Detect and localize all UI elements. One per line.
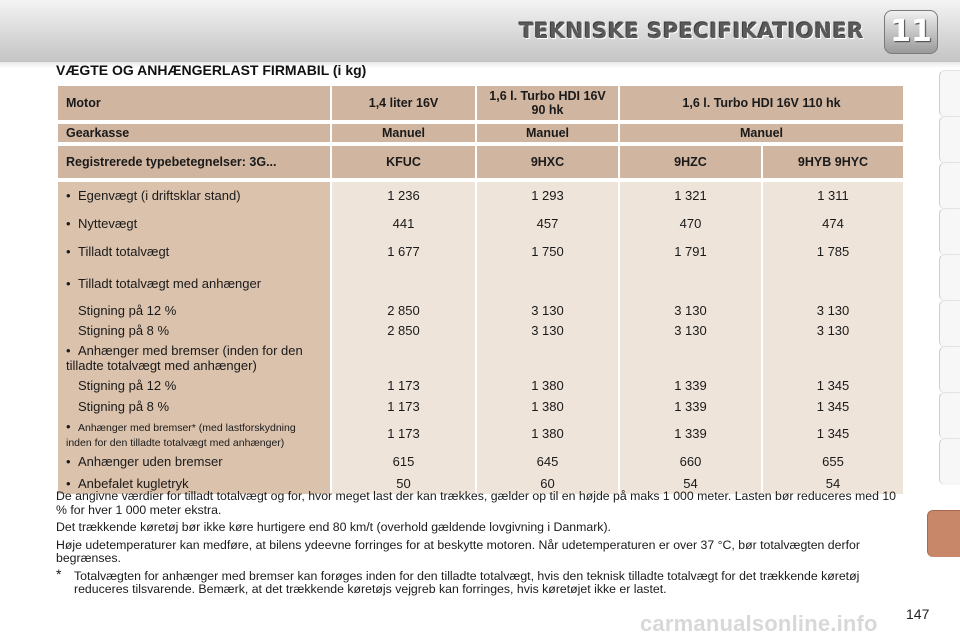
chapter-title: TEKNISKE SPECIFIKATIONER <box>519 19 864 43</box>
row-label <box>58 265 330 301</box>
row-value: 1 345 <box>763 396 903 417</box>
side-tab[interactable] <box>939 208 960 255</box>
row-label <box>58 396 330 417</box>
row-label <box>58 341 330 375</box>
table-row <box>58 301 903 319</box>
row-label-text: Stigning på 12 % <box>78 378 177 393</box>
side-tab-active[interactable] <box>927 510 960 557</box>
row-value <box>477 265 618 301</box>
row-value: 1 345 <box>763 417 903 450</box>
row-label-text: Anhænger med bremser (inden for den tilladte totalvægt med anhænger) <box>66 343 303 373</box>
row-value: 1 677 <box>332 237 475 265</box>
table-row <box>58 450 903 472</box>
row-value: 3 130 <box>620 319 761 341</box>
bullet-mark: • <box>66 243 71 259</box>
row-value: 3 130 <box>620 301 761 319</box>
section-title: VÆGTE OG ANHÆNGERLAST FIRMABIL (i kg) <box>56 62 367 78</box>
gearkasse-col-2: Manuel <box>477 124 618 142</box>
row-value: 1 791 <box>620 237 761 265</box>
row-label <box>58 237 330 265</box>
gearkasse-label: Gearkasse <box>58 124 330 142</box>
row-value: 1 750 <box>477 237 618 265</box>
row-label <box>58 450 330 472</box>
note-temperature: Høje udetemperaturer kan medføre, at bilens ydeevne forringes for at beskytte motoren. Når udetemperaturen er over 37 °C, bør totalvægten derfor begrænses. <box>56 537 860 565</box>
typebetegnelse-col-1: KFUC <box>332 146 475 178</box>
row-label <box>58 209 330 237</box>
footnote-mark: * <box>56 565 62 582</box>
row-value: 2 850 <box>332 301 475 319</box>
row-label-text: Tilladt totalvægt med anhænger <box>78 275 262 291</box>
row-value: 3 130 <box>477 301 618 319</box>
gearkasse-col-1: Manuel <box>332 124 475 142</box>
typebetegnelse-col-3: 9HZC <box>620 146 761 178</box>
row-label <box>58 319 330 341</box>
row-label-text: Anhænger med bremser* (med lastforskydning inden for den tilladte totalvægt med anhænger) <box>66 421 296 449</box>
typebetegnelse-row <box>58 146 903 178</box>
row-value: 60 <box>477 472 618 494</box>
bullet-mark: • <box>66 188 71 203</box>
bullet-mark: • <box>66 453 71 469</box>
row-value: 1 173 <box>332 375 475 396</box>
row-label <box>58 417 330 450</box>
table-row <box>58 209 903 237</box>
row-value: 474 <box>763 209 903 237</box>
row-value: 1 173 <box>332 417 475 450</box>
gearkasse-row <box>58 124 903 142</box>
row-value <box>477 341 618 375</box>
table-row <box>58 375 903 396</box>
row-value: 615 <box>332 450 475 472</box>
side-tab[interactable] <box>939 438 960 485</box>
row-label-text: Stigning på 8 % <box>78 399 170 414</box>
row-value: 660 <box>620 450 761 472</box>
gearkasse-col-3: Manuel <box>620 124 903 142</box>
row-value <box>332 341 475 375</box>
row-value: 1 321 <box>620 182 761 209</box>
row-value: 1 345 <box>763 375 903 396</box>
notes <box>56 490 904 601</box>
typebetegnelse-col-4: 9HYB 9HYC <box>763 146 903 178</box>
row-value: 54 <box>763 472 903 494</box>
row-value <box>620 341 761 375</box>
table-body <box>58 182 903 494</box>
row-value: 1 311 <box>763 182 903 209</box>
row-value <box>332 265 475 301</box>
table-row <box>58 396 903 417</box>
row-label-text: Stigning på 8 % <box>78 322 170 338</box>
table-row <box>58 341 903 375</box>
side-tab[interactable] <box>939 392 960 439</box>
side-tab[interactable] <box>939 162 960 209</box>
row-value: 50 <box>332 472 475 494</box>
row-label-text: Anbefalet kugletryk <box>78 475 189 491</box>
motor-col-1: 1,4 liter 16V <box>332 86 475 120</box>
chapter-number-badge: 11 <box>884 10 938 54</box>
bullet-mark: • <box>66 343 71 358</box>
row-value: 3 130 <box>477 319 618 341</box>
side-tab[interactable] <box>939 70 960 117</box>
row-value: 1 380 <box>477 396 618 417</box>
side-tab[interactable] <box>939 346 960 393</box>
row-label <box>58 182 330 209</box>
table-row <box>58 265 903 301</box>
row-value: 645 <box>477 450 618 472</box>
row-value: 1 785 <box>763 237 903 265</box>
row-value: 3 130 <box>763 319 903 341</box>
row-value: 2 850 <box>332 319 475 341</box>
typebetegnelse-label: Registrerede typebetegnelser: 3G... <box>58 146 330 178</box>
row-label-text: Anhænger uden bremser <box>78 453 223 469</box>
typebetegnelse-col-2: 9HXC <box>477 146 618 178</box>
motor-col-3: 1,6 l. Turbo HDI 16V 110 hk <box>620 86 903 120</box>
weights-table <box>56 86 905 494</box>
watermark: carmanualsonline.info <box>640 611 878 636</box>
row-value <box>620 265 761 301</box>
row-label-text: Egenvægt (i driftsklar stand) <box>78 188 241 203</box>
row-value: 655 <box>763 450 903 472</box>
side-tab[interactable] <box>939 300 960 347</box>
side-tab[interactable] <box>939 254 960 301</box>
footnote-text: Totalvægten for anhænger med bremser kan forøges inden for den tilladte totalvægt, hvis den teknisk tilladte totalvægt for det trækkende køretøj reduceres tilsvarende. Bemærk, at det trækkende køretøjs vejgreb kan forringes, hvis køretøjet ikke er lastet. <box>74 568 860 596</box>
row-value: 470 <box>620 209 761 237</box>
motor-col-2: 1,6 l. Turbo HDI 16V 90 hk <box>477 86 618 120</box>
row-value: 441 <box>332 209 475 237</box>
row-label <box>58 375 330 396</box>
row-value: 457 <box>477 209 618 237</box>
bullet-mark: • <box>66 215 71 231</box>
bullet-mark: • <box>66 275 71 291</box>
row-value: 1 339 <box>620 396 761 417</box>
table-row <box>58 319 903 341</box>
bullet-mark: • <box>66 418 71 434</box>
row-label <box>58 301 330 319</box>
row-label-text: Tilladt totalvægt <box>78 243 170 259</box>
row-value: 54 <box>620 472 761 494</box>
side-tab-strip <box>934 70 960 610</box>
row-value: 1 173 <box>332 396 475 417</box>
motor-row <box>58 86 903 120</box>
table-row <box>58 182 903 209</box>
page-number: 147 <box>906 606 930 622</box>
row-value <box>763 265 903 301</box>
row-label-text: Stigning på 12 % <box>78 302 177 318</box>
motor-label: Motor <box>58 86 330 120</box>
row-value: 1 380 <box>477 375 618 396</box>
side-tab[interactable] <box>939 116 960 163</box>
bullet-mark: • <box>66 475 71 491</box>
note-speed: Det trækkende køretøj bør ikke køre hurtigere end 80 km/t (overhold gældende lovgivning i Danmark). <box>56 520 611 534</box>
row-value: 1 339 <box>620 375 761 396</box>
row-label-text: Nyttevægt <box>78 215 138 231</box>
table-row <box>58 417 903 450</box>
footnote <box>56 565 904 597</box>
row-value: 1 380 <box>477 417 618 450</box>
row-value: 1 293 <box>477 182 618 209</box>
note-altitude: De angivne værdier for tilladt totalvægt og for, hvor meget last der kan trækkes, gælder op til en højde på maks 1 000 meter. Lasten bør reduceres med 10 % for hver 1 000 meter ekstra. <box>56 489 897 517</box>
row-value: 3 130 <box>763 301 903 319</box>
row-value: 1 236 <box>332 182 475 209</box>
table-row <box>58 237 903 265</box>
row-value: 1 339 <box>620 417 761 450</box>
row-value <box>763 341 903 375</box>
